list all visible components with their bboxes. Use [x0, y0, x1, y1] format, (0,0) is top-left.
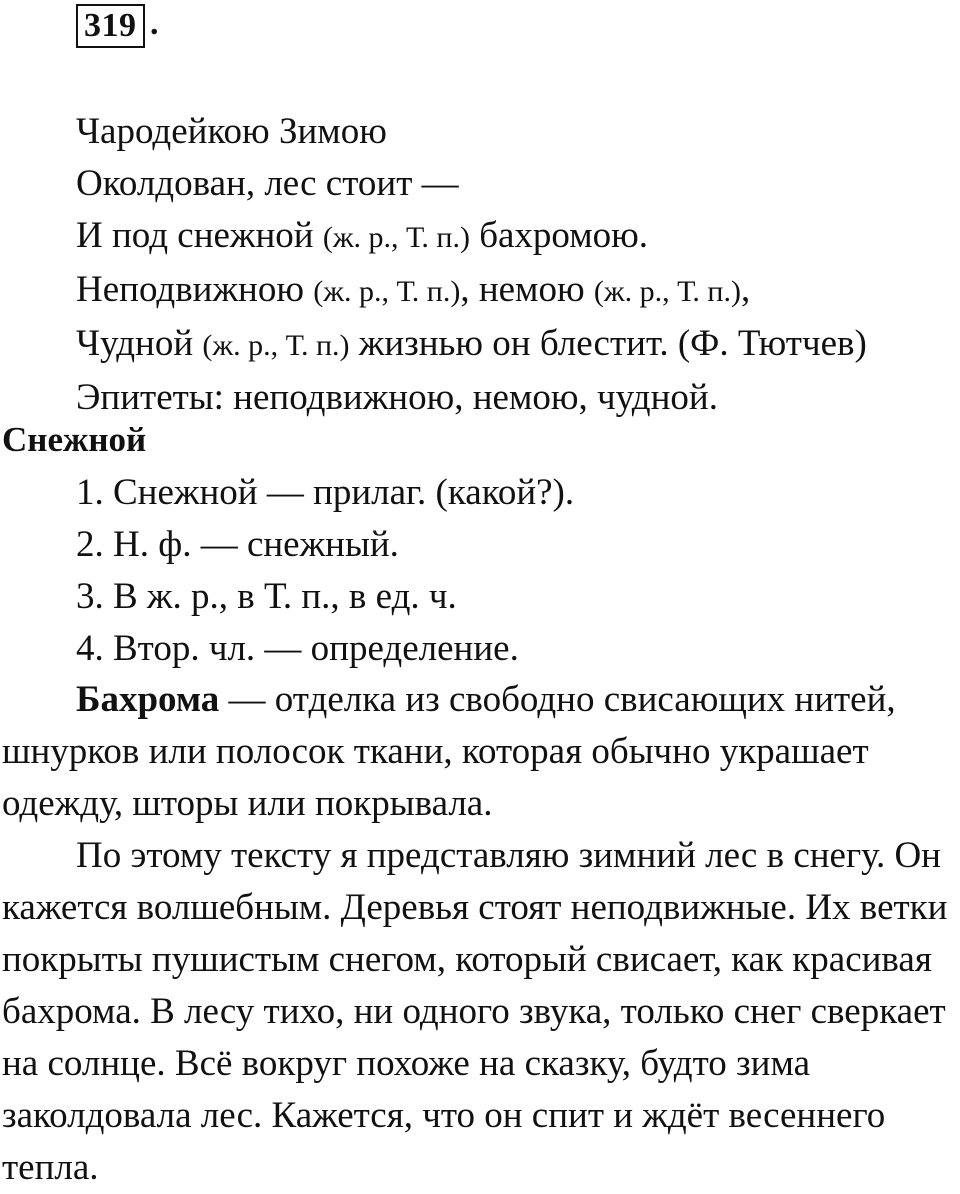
definition-term: Бахрома — [76, 679, 220, 720]
poem-line-3: И под снежной (ж. р., Т. п.) бахромою. — [76, 215, 649, 256]
analysis-heading: Снежной — [2, 420, 147, 459]
morphological-analysis — [76, 467, 574, 675]
epithets-line: Эпитеты: неподвижною, немою, чудной. — [76, 377, 718, 418]
exercise-number-suffix: . — [150, 5, 159, 42]
grammar-note: (ж. р., Т. п.) — [593, 275, 741, 308]
grammar-note: (ж. р., Т. п.) — [313, 275, 461, 308]
grammar-note: (ж. р., Т. п.) — [322, 221, 470, 254]
analysis-item: 4. Втор. чл. — определение. — [76, 628, 519, 669]
definition-paragraph — [2, 674, 960, 830]
poem-line-1: Чародейкою Зимою — [76, 111, 387, 152]
poem-line-4: Неподвижною (ж. р., Т. п.), немою (ж. р., Т. п.), — [76, 269, 751, 310]
analysis-item: 3. В ж. р., в Т. п., в ед. ч. — [76, 576, 457, 617]
analysis-item: 1. Снежной — прилаг. (какой?). — [76, 472, 575, 513]
exercise-number: 319 — [84, 7, 137, 44]
grammar-note: (ж. р., Т. п.) — [202, 329, 350, 362]
analysis-item: 2. Н. ф. — снежный. — [76, 524, 399, 565]
poem-line-2: Околдован, лес стоит — — [76, 163, 459, 204]
poem — [76, 106, 867, 424]
essay-paragraph: По этому тексту я представляю зимний лес в снегу. Он кажется волшебным. Деревья стоят неподвижные. Их ветки покрыты пушистым снегом, который свисает, как красивая бахрома. В лесу тихо, ни одного звука, только снег сверкает на солнце. Всё вокруг похоже на сказку, будто зима заколдовала лес. Кажется, что он спит и ждёт весеннего тепла. — [2, 835, 948, 1188]
definition-text: — отделка из свободно свисающих нитей, шнурков или полосок ткани, которая обычно украшает одежду, шторы или покрывала. — [2, 679, 896, 824]
poem-line-5: Чудной (ж. р., Т. п.) жизнью он блестит. (Ф. Тютчев) — [76, 323, 867, 364]
exercise-number-box — [76, 4, 145, 48]
